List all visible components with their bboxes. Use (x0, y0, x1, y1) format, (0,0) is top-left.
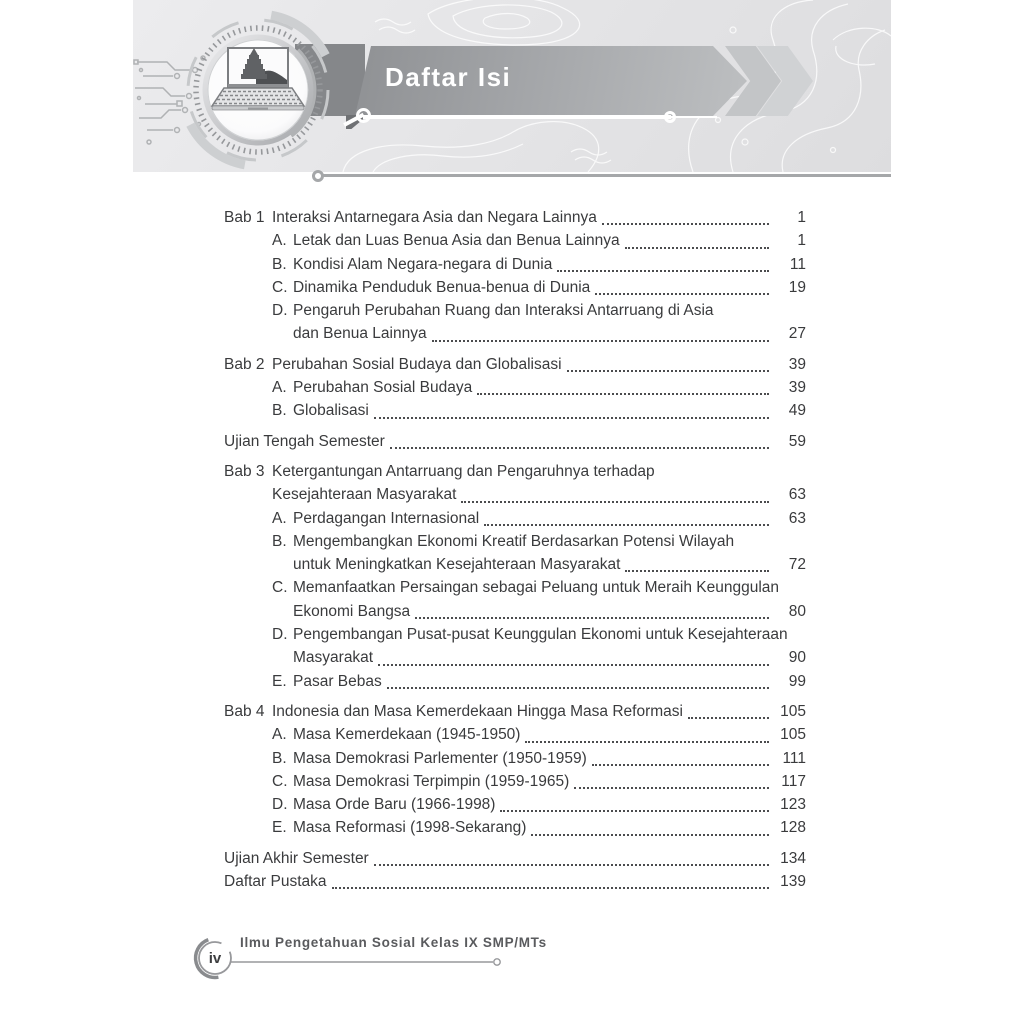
toc-row (224, 206, 806, 229)
toc-dot-leader (461, 501, 769, 503)
toc-item-letter: A. (272, 726, 287, 744)
toc-item-letter: A. (272, 379, 287, 397)
toc-line-text: Letak dan Luas Benua Asia dan Benua Lainnya (293, 232, 620, 250)
toc-row (224, 553, 806, 576)
toc-dot-leader (415, 617, 769, 619)
toc-entry (224, 460, 806, 507)
toc-dot-leader (625, 247, 769, 249)
toc-line-text: untuk Meningkatkan Kesejahteraan Masyarakat (293, 556, 621, 574)
table-of-contents (224, 206, 806, 893)
toc-page-number: 80 (788, 602, 806, 620)
banner-underline-extension (669, 116, 717, 118)
toc-dot-leader (390, 447, 769, 449)
toc-dot-leader (378, 664, 769, 666)
toc-line-text: Masa Demokrasi Terpimpin (1959-1965) (293, 772, 570, 790)
toc-row (224, 723, 806, 746)
toc-page-number: 117 (781, 772, 806, 790)
toc-entry (224, 253, 806, 276)
toc-entry (224, 206, 806, 229)
toc-line-text: Masa Demokrasi Parlementer (1950-1959) (293, 749, 587, 767)
toc-line-text: Perubahan Sosial Budaya dan Globalisasi (272, 355, 562, 373)
toc-page-number: 11 (789, 255, 806, 273)
toc-item-letter: D. (272, 796, 288, 814)
toc-item-letter: D. (272, 302, 288, 320)
toc-entry (224, 353, 806, 376)
toc-entry (224, 870, 806, 893)
toc-line-text: Dinamika Penduduk Benua-benua di Dunia (293, 278, 591, 296)
toc-entry (224, 530, 806, 577)
page-footer (188, 924, 648, 994)
toc-item-letter: C. (272, 278, 288, 296)
toc-entry (224, 770, 806, 793)
toc-entry (224, 670, 806, 693)
toc-dot-leader (374, 417, 769, 419)
toc-chapter-label: Bab 4 (224, 702, 265, 720)
toc-page-number: 63 (788, 486, 806, 504)
ring-marker-icon (664, 111, 676, 123)
toc-entry (224, 723, 806, 746)
toc-entry (224, 700, 806, 723)
toc-row (224, 299, 806, 322)
toc-line-text: Pengaruh Perubahan Ruang dan Interaksi Antarruang di Asia (293, 302, 714, 320)
toc-dot-leader (595, 293, 769, 295)
toc-line-text: dan Benua Lainnya (293, 325, 427, 343)
toc-page-number: 49 (788, 402, 806, 420)
toc-entry (224, 793, 806, 816)
toc-dot-leader (574, 787, 769, 789)
ring-marker-icon (494, 959, 500, 965)
toc-item-letter: C. (272, 579, 288, 597)
toc-row (224, 600, 806, 623)
toc-dot-leader (531, 834, 769, 836)
toc-row (224, 576, 806, 599)
toc-item-letter: B. (272, 532, 287, 550)
toc-row (224, 353, 806, 376)
toc-page-number: 111 (782, 749, 806, 767)
toc-dot-leader (592, 764, 769, 766)
toc-dot-leader (567, 370, 769, 372)
toc-row (224, 793, 806, 816)
toc-row (224, 847, 806, 870)
toc-row (224, 507, 806, 530)
toc-entry (224, 376, 806, 399)
toc-line-text: Masyarakat (293, 649, 374, 667)
toc-entry (224, 623, 806, 670)
toc-item-letter: D. (272, 626, 288, 644)
toc-page-number: 19 (788, 278, 806, 296)
toc-dot-leader (602, 223, 769, 225)
toc-entry (224, 276, 806, 299)
toc-entry (224, 430, 806, 453)
page-number: iv (208, 950, 222, 967)
toc-dot-leader (432, 340, 769, 342)
toc-entry (224, 399, 806, 422)
toc-page-number: 39 (788, 379, 806, 397)
toc-page-number: 123 (780, 796, 806, 814)
toc-row (224, 700, 806, 723)
toc-item-letter: B. (272, 255, 287, 273)
toc-line-text: Daftar Pustaka (224, 873, 327, 891)
toc-row (224, 623, 806, 646)
toc-line-text: Indonesia dan Masa Kemerdekaan Hingga Masa Reformasi (272, 702, 683, 720)
toc-dot-leader (477, 393, 769, 395)
toc-entry (224, 847, 806, 870)
toc-entry (224, 747, 806, 770)
toc-page-number: 99 (788, 672, 806, 690)
toc-dot-leader (387, 687, 769, 689)
header-divider-line (322, 174, 891, 177)
toc-chapter-label: Bab 1 (224, 209, 265, 226)
toc-entry (224, 576, 806, 623)
toc-page-number: 1 (797, 209, 806, 226)
toc-row (224, 460, 806, 483)
toc-row (224, 276, 806, 299)
toc-page-number: 134 (780, 849, 806, 867)
toc-line-text: Globalisasi (293, 402, 369, 420)
toc-line-text: Pengembangan Pusat-pusat Keunggulan Ekonomi untuk Kesejahteraan (293, 626, 788, 644)
toc-entry (224, 507, 806, 530)
toc-dot-leader (484, 524, 769, 526)
toc-line-text: Kesejahteraan Masyarakat (272, 486, 457, 504)
toc-row (224, 870, 806, 893)
toc-row (224, 747, 806, 770)
toc-row (224, 253, 806, 276)
toc-dot-leader (525, 741, 769, 743)
toc-dot-leader (625, 570, 769, 572)
banner-underline (363, 115, 671, 119)
toc-item-letter: A. (272, 232, 287, 250)
toc-dot-leader (557, 270, 769, 272)
ring-marker-icon (312, 170, 324, 182)
page-title: Daftar Isi (385, 62, 512, 92)
toc-line-text: Ketergantungan Antarruang dan Pengaruhnya terhadap (272, 462, 655, 480)
toc-line-text: Pasar Bebas (293, 672, 382, 690)
toc-entry (224, 816, 806, 839)
toc-line-text: Masa Kemerdekaan (1945-1950) (293, 726, 521, 744)
toc-entry (224, 299, 806, 346)
toc-line-text: Perdagangan Internasional (293, 509, 480, 527)
toc-page-number: 39 (788, 355, 806, 373)
toc-line-text: Ujian Akhir Semester (224, 849, 369, 867)
toc-row (224, 229, 806, 252)
toc-line-text: Kondisi Alam Negara-negara di Dunia (293, 255, 553, 273)
toc-chapter-label: Bab 3 (224, 462, 265, 480)
toc-page-number: 105 (780, 726, 806, 744)
toc-item-letter: B. (272, 749, 287, 767)
toc-dot-leader (688, 717, 769, 719)
toc-row (224, 483, 806, 506)
toc-page-number: 27 (788, 325, 806, 343)
toc-page-number: 63 (788, 509, 806, 527)
toc-item-letter: E. (272, 672, 287, 690)
toc-line-text: Perubahan Sosial Budaya (293, 379, 473, 397)
toc-dot-leader (374, 864, 769, 866)
toc-line-text: Masa Orde Baru (1966-1998) (293, 796, 496, 814)
toc-row (224, 322, 806, 345)
toc-line-text: Memanfaatkan Persaingan sebagai Peluang untuk Meraih Keunggulan (293, 579, 780, 597)
toc-row (224, 770, 806, 793)
toc-line-text: Mengembangkan Ekonomi Kreatif Berdasarkan Potensi Wilayah (293, 532, 735, 550)
toc-page-number: 105 (780, 702, 806, 720)
book-title: Ilmu Pengetahuan Sosial Kelas IX SMP/MTs (240, 935, 547, 950)
toc-item-letter: A. (272, 509, 287, 527)
toc-line-text: Ujian Tengah Semester (224, 432, 385, 450)
toc-row (224, 530, 806, 553)
toc-item-letter: C. (272, 772, 288, 790)
toc-line-text: Interaksi Antarnegara Asia dan Negara Lainnya (272, 209, 597, 226)
toc-item-letter: B. (272, 402, 287, 420)
toc-row (224, 430, 806, 453)
toc-page-number: 128 (780, 819, 806, 837)
toc-page-number: 139 (780, 873, 806, 891)
page-header (133, 0, 891, 172)
toc-dot-leader (332, 887, 769, 889)
toc-chapter-label: Bab 2 (224, 355, 265, 373)
toc-row (224, 816, 806, 839)
toc-entry (224, 229, 806, 252)
toc-row (224, 646, 806, 669)
toc-line-text: Masa Reformasi (1998-Sekarang) (293, 819, 527, 837)
toc-page-number: 90 (788, 649, 806, 667)
toc-page-number: 59 (788, 432, 806, 450)
toc-row (224, 670, 806, 693)
toc-dot-leader (500, 810, 769, 812)
toc-item-letter: E. (272, 819, 287, 837)
toc-page-number: 1 (797, 232, 806, 250)
toc-row (224, 376, 806, 399)
ring-marker-icon (356, 108, 371, 123)
laptop-temple-emblem-icon (173, 5, 343, 172)
toc-page-number: 72 (788, 556, 806, 574)
toc-row (224, 399, 806, 422)
book-page (133, 0, 891, 1024)
toc-line-text: Ekonomi Bangsa (293, 602, 411, 620)
